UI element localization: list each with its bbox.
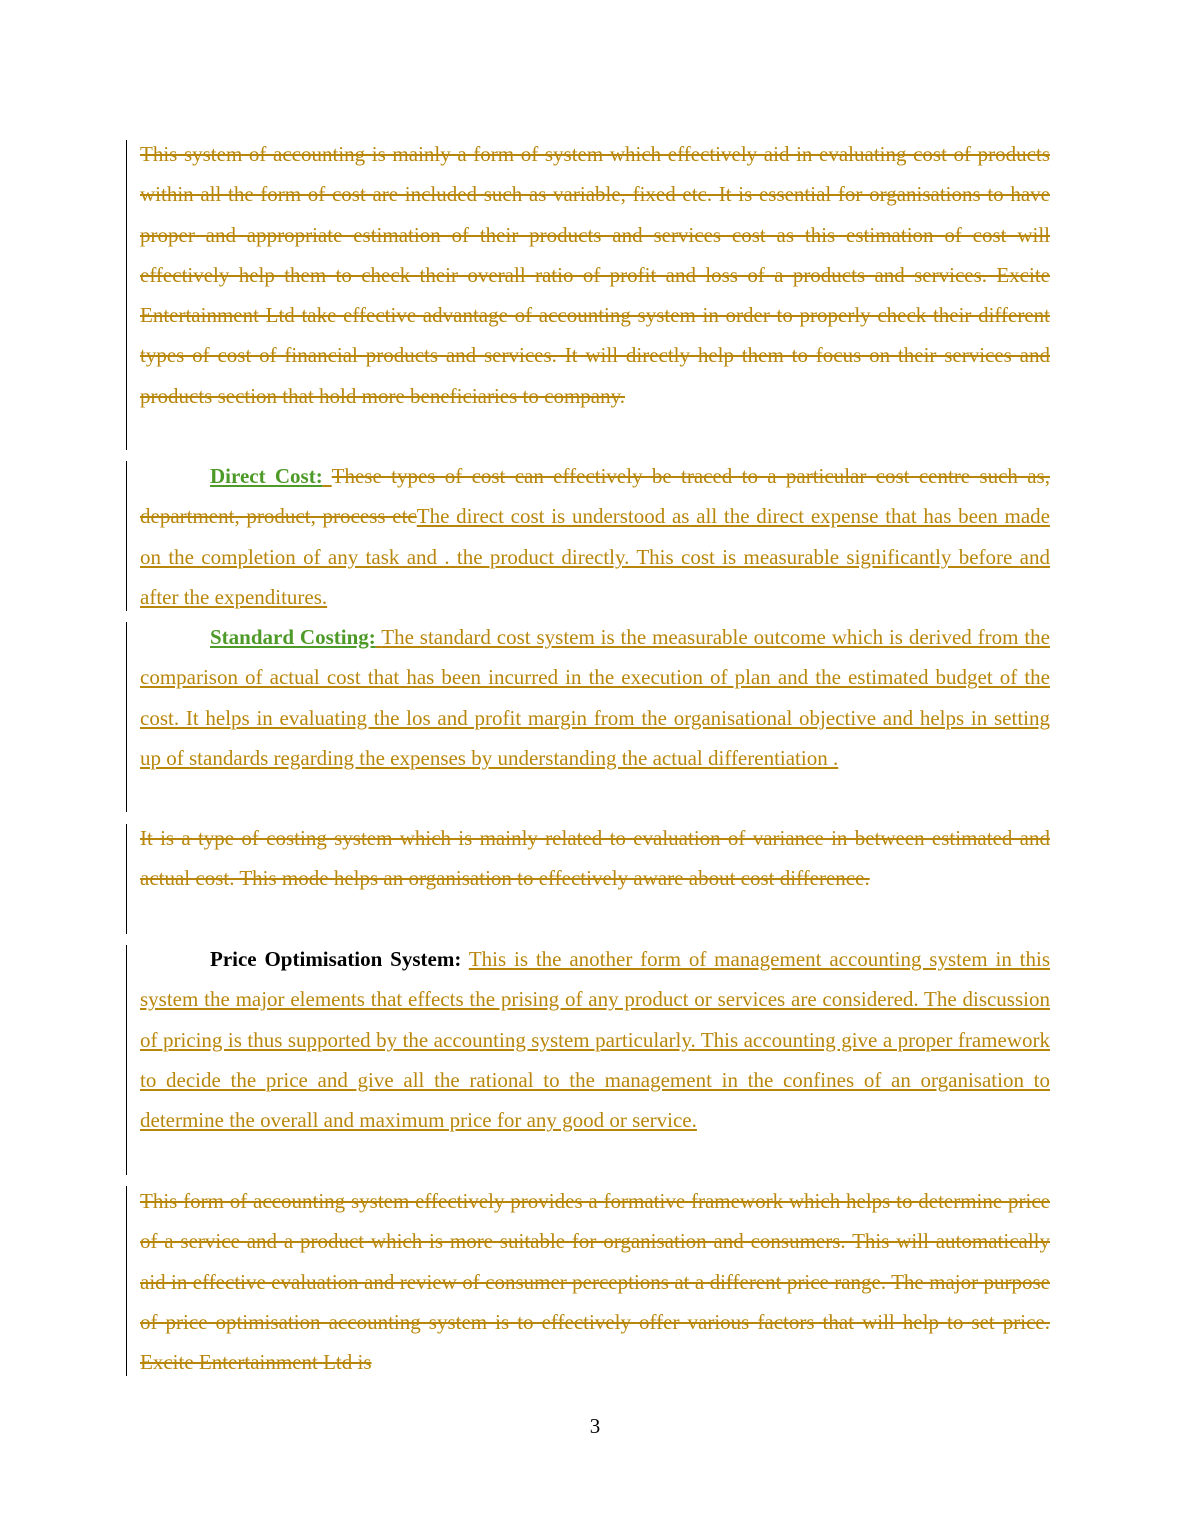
heading-price-optimisation: Price Optimisation System: (210, 947, 462, 971)
deleted-text: These types of cost can effectively be traced to a particular cost centre such as, department, product, process etc (140, 464, 1050, 529)
page-number: 3 (589, 1414, 601, 1438)
change-bar (126, 1186, 127, 1376)
inserted-text: This is the another form of management accounting system in this system the major elements that effects the prising of any product or services are considered. The discussion of pricing is thus supported by the accounting system particularly. This accounting give a proper framework to decide the price and give all the rational to the management in the confines of an organisation to determine the overall and maximum price for any good or service. (140, 947, 1051, 1133)
change-bar (126, 622, 127, 812)
change-bar (126, 945, 127, 1175)
change-bar (126, 140, 127, 450)
deleted-text: It is a type of costing system which is mainly related to evaluation of variance in between estimated and actual cost. This mode helps an organisation to effectively aware about cost difference. (140, 826, 1050, 891)
paragraph-direct-cost (140, 456, 1050, 617)
indent (140, 464, 210, 488)
inserted-text: The direct cost is understood as all the direct expense that has been made on the completion of any task and . the product directly. This cost is measurable significantly before and after the expenditures. (140, 504, 1050, 609)
heading-standard-costing: Standard Costing: (210, 625, 376, 649)
heading-direct-cost: Direct Cost: (210, 464, 323, 488)
deleted-text: This form of accounting system effectively provides a formative framework which helps to determine price of a service and a product which is more suitable for organisation and consumers. This will automatically aid in effective evaluation and review of consumer perceptions at a different price range. The major purpose of price optimisation accounting system is to effectively offer various factors that will help to set price. Excite Entertainment Ltd is (140, 1189, 1050, 1375)
paragraph-variance (140, 818, 1050, 899)
paragraph-price-optimisation (140, 939, 1050, 1140)
change-bar (126, 824, 127, 934)
inserted-text: The standard cost system is the measurable outcome which is derived from the comparison of actual cost that has been incurred in the execution of plan and the estimated budget of the cost. It helps in evaluating the los and profit margin from the organisational objective and helps in setting up of standards regarding the expenses by understanding the actual differentiation . (140, 625, 1050, 770)
deleted-text: This system of accounting is mainly a form of system which effectively aid in evaluating cost of products within all the form of cost are included such as variable, fixed etc. It is essential for organisations to have proper and appropriate estimation of their products and services cost as this estimation of cost will effectively help them to check their overall ratio of profit and loss of a products and services. Excite Entertainment Ltd take effective advantage of accounting system in order to properly check their different types of cost of financial products and services. It will directly help them to focus on their services and products section that hold more beneficiaries to company. (140, 142, 1050, 408)
paragraph-accounting-system (140, 134, 1050, 416)
paragraph-standard-costing (140, 617, 1050, 778)
indent (140, 625, 210, 649)
change-bar (126, 461, 127, 611)
paragraph-formative-framework (140, 1181, 1050, 1382)
